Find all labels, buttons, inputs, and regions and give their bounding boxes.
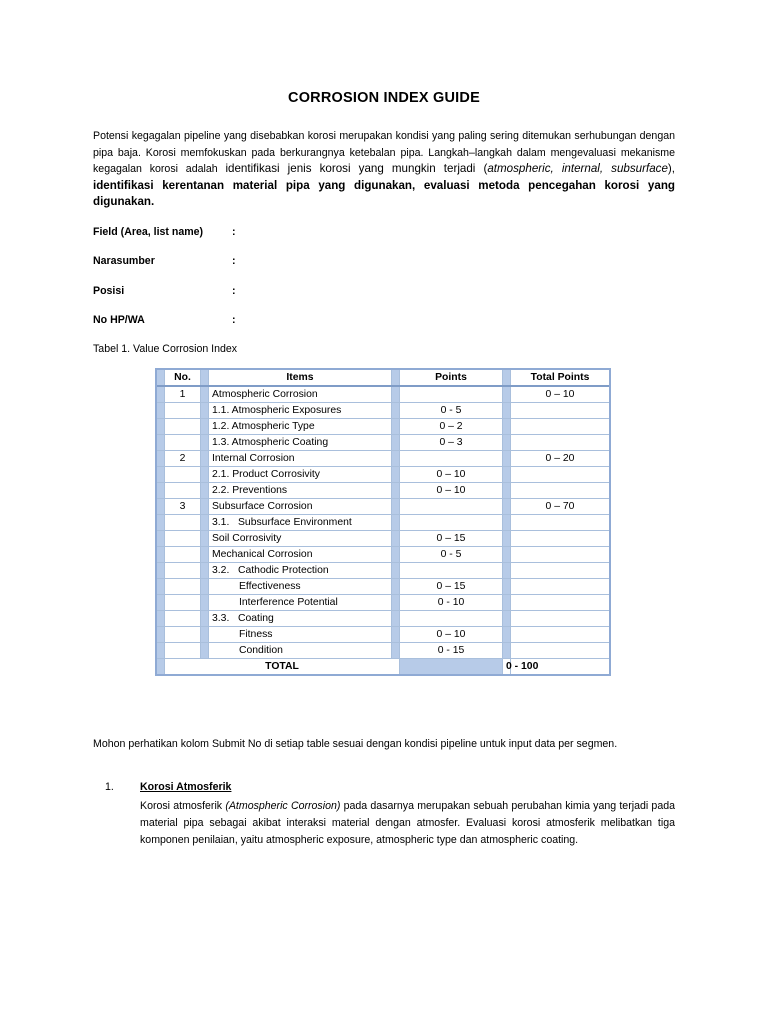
row-no [165,547,201,563]
intro-text-2: identifikasi jenis korosi yang mungkin terjadi ( [225,162,488,175]
row-total-points [511,467,610,483]
intro-text-4: ), [667,162,675,175]
field-row-nohp [93,314,236,326]
row-no: 2 [165,451,201,467]
row-points: 0 – 15 [400,531,503,547]
row-points: 0 - 10 [400,595,503,611]
table-row [157,643,610,659]
field-colon: : [232,314,236,326]
page-title: CORROSION INDEX GUIDE [288,90,480,106]
field-colon: : [232,285,236,297]
field-row-area [93,226,236,238]
intro-text-bold: identifikasi kerentanan material pipa yang digunakan, evaluasi metoda pencegahan korosi yang digunakan. [93,178,675,208]
row-no [165,419,201,435]
total-value: 0 - 100 [503,659,511,675]
row-no [165,643,201,659]
table-row [157,483,610,499]
row-no [165,579,201,595]
row-item: Internal Corrosion [209,451,392,467]
row-total-points [511,531,610,547]
row-item: 1.2. Atmospheric Type [209,419,392,435]
row-points: 0 – 2 [400,419,503,435]
field-row-narasumber [93,255,236,267]
section-body-text-2: pada dasarnya merupakan sebuah perubahan kimia yang terjadi pada material pipa sebagai akibat interaksi material dengan atmosfer. Evaluasi korosi atmosferik melibatkan tiga komponen penilaian, yaitu atmospheric exposure, atmospheric type dan atmospheric coating. [140,800,675,846]
row-item: Effectiveness [209,579,392,595]
row-points: 0 - 5 [400,547,503,563]
section-body [140,798,675,849]
row-no [165,483,201,499]
row-total-points: 0 – 70 [511,499,610,515]
row-item: Fitness [209,627,392,643]
row-no [165,563,201,579]
note-paragraph: Mohon perhatikan kolom Submit No di setiap table sesuai dengan kondisi pipeline untuk input data per segmen. [93,738,618,750]
total-label: TOTAL [165,659,400,675]
row-item: 3.3. Coating [209,611,392,627]
row-no [165,627,201,643]
row-points [400,563,503,579]
section-body-text-1: Korosi atmosferik [140,800,226,812]
table-total-row [157,659,610,675]
row-no [165,515,201,531]
row-points [400,451,503,467]
row-no [165,467,201,483]
row-item: 1.1. Atmospheric Exposures [209,403,392,419]
row-item: 2.2. Preventions [209,483,392,499]
row-points: 0 - 15 [400,643,503,659]
table-row [157,515,610,531]
intro-text-italic: atmospheric, internal, subsurface [487,162,668,175]
table-row [157,595,610,611]
table-row [157,419,610,435]
row-no [165,403,201,419]
row-points: 0 – 10 [400,483,503,499]
table-row [157,386,610,403]
field-label: Narasumber [93,255,155,267]
header-total-points: Total Points [511,370,610,387]
intro-paragraph [93,128,675,211]
row-total-points [511,483,610,499]
row-total-points [511,579,610,595]
table-row [157,611,610,627]
row-item: Interference Potential [209,595,392,611]
corrosion-index-table [156,369,610,675]
field-label: Posisi [93,285,125,297]
field-colon: : [232,226,236,238]
row-item: Atmospheric Corrosion [209,386,392,403]
row-item: Subsurface Corrosion [209,499,392,515]
row-item: Condition [209,643,392,659]
table-header-row [157,370,610,387]
row-item: Soil Corrosivity [209,531,392,547]
row-no: 3 [165,499,201,515]
table-row [157,563,610,579]
row-item: 3.2. Cathodic Protection [209,563,392,579]
field-row-posisi [93,285,236,297]
row-item: Mechanical Corrosion [209,547,392,563]
row-total-points [511,563,610,579]
row-no [165,435,201,451]
row-total-points: 0 – 10 [511,386,610,403]
table-row [157,435,610,451]
row-no [165,595,201,611]
row-points [400,499,503,515]
row-total-points [511,419,610,435]
table-row [157,403,610,419]
table-caption: Tabel 1. Value Corrosion Index [93,343,238,355]
table-row [157,499,610,515]
section-number: 1. [105,781,114,793]
table-row [157,451,610,467]
table-row [157,531,610,547]
row-points: 0 – 10 [400,467,503,483]
table-row [157,579,610,595]
row-no [165,611,201,627]
row-points [400,386,503,403]
row-total-points [511,547,610,563]
row-item: 2.1. Product Corrosivity [209,467,392,483]
table-row [157,467,610,483]
row-total-points: 0 – 20 [511,451,610,467]
field-label: No HP/WA [93,314,145,326]
row-no: 1 [165,386,201,403]
header-points: Points [400,370,503,387]
row-total-points [511,627,610,643]
row-item: 3.1. Subsurface Environment [209,515,392,531]
row-points [400,515,503,531]
row-no [165,531,201,547]
row-points [400,611,503,627]
row-points: 0 – 10 [400,627,503,643]
table-row [157,547,610,563]
field-colon: : [232,255,236,267]
row-total-points [511,595,610,611]
row-item: 1.3. Atmospheric Coating [209,435,392,451]
header-items: Items [209,370,392,387]
row-points: 0 - 5 [400,403,503,419]
table-row [157,627,610,643]
row-total-points [511,643,610,659]
header-no: No. [165,370,201,387]
row-points: 0 – 15 [400,579,503,595]
table-body [157,386,610,659]
row-total-points [511,515,610,531]
intro-text-1: Potensi kegagalan pipeline yang disebabkan korosi merupakan kondisi yang paling sering ditemukan serhubungan dengan pipa baja. Korosi memfokuskan pada berkurangnya ketebalan pipa. Langkah–langkah dalam mengevaluasi mekanisme kegagalan korosi adalah [93,130,675,175]
row-total-points [511,435,610,451]
row-points: 0 – 3 [400,435,503,451]
row-total-points [511,403,610,419]
section-body-italic: (Atmospheric Corrosion) [225,800,341,812]
section-title: Korosi Atmosferik [140,781,232,793]
row-total-points [511,611,610,627]
field-label: Field (Area, list name) [93,226,204,238]
